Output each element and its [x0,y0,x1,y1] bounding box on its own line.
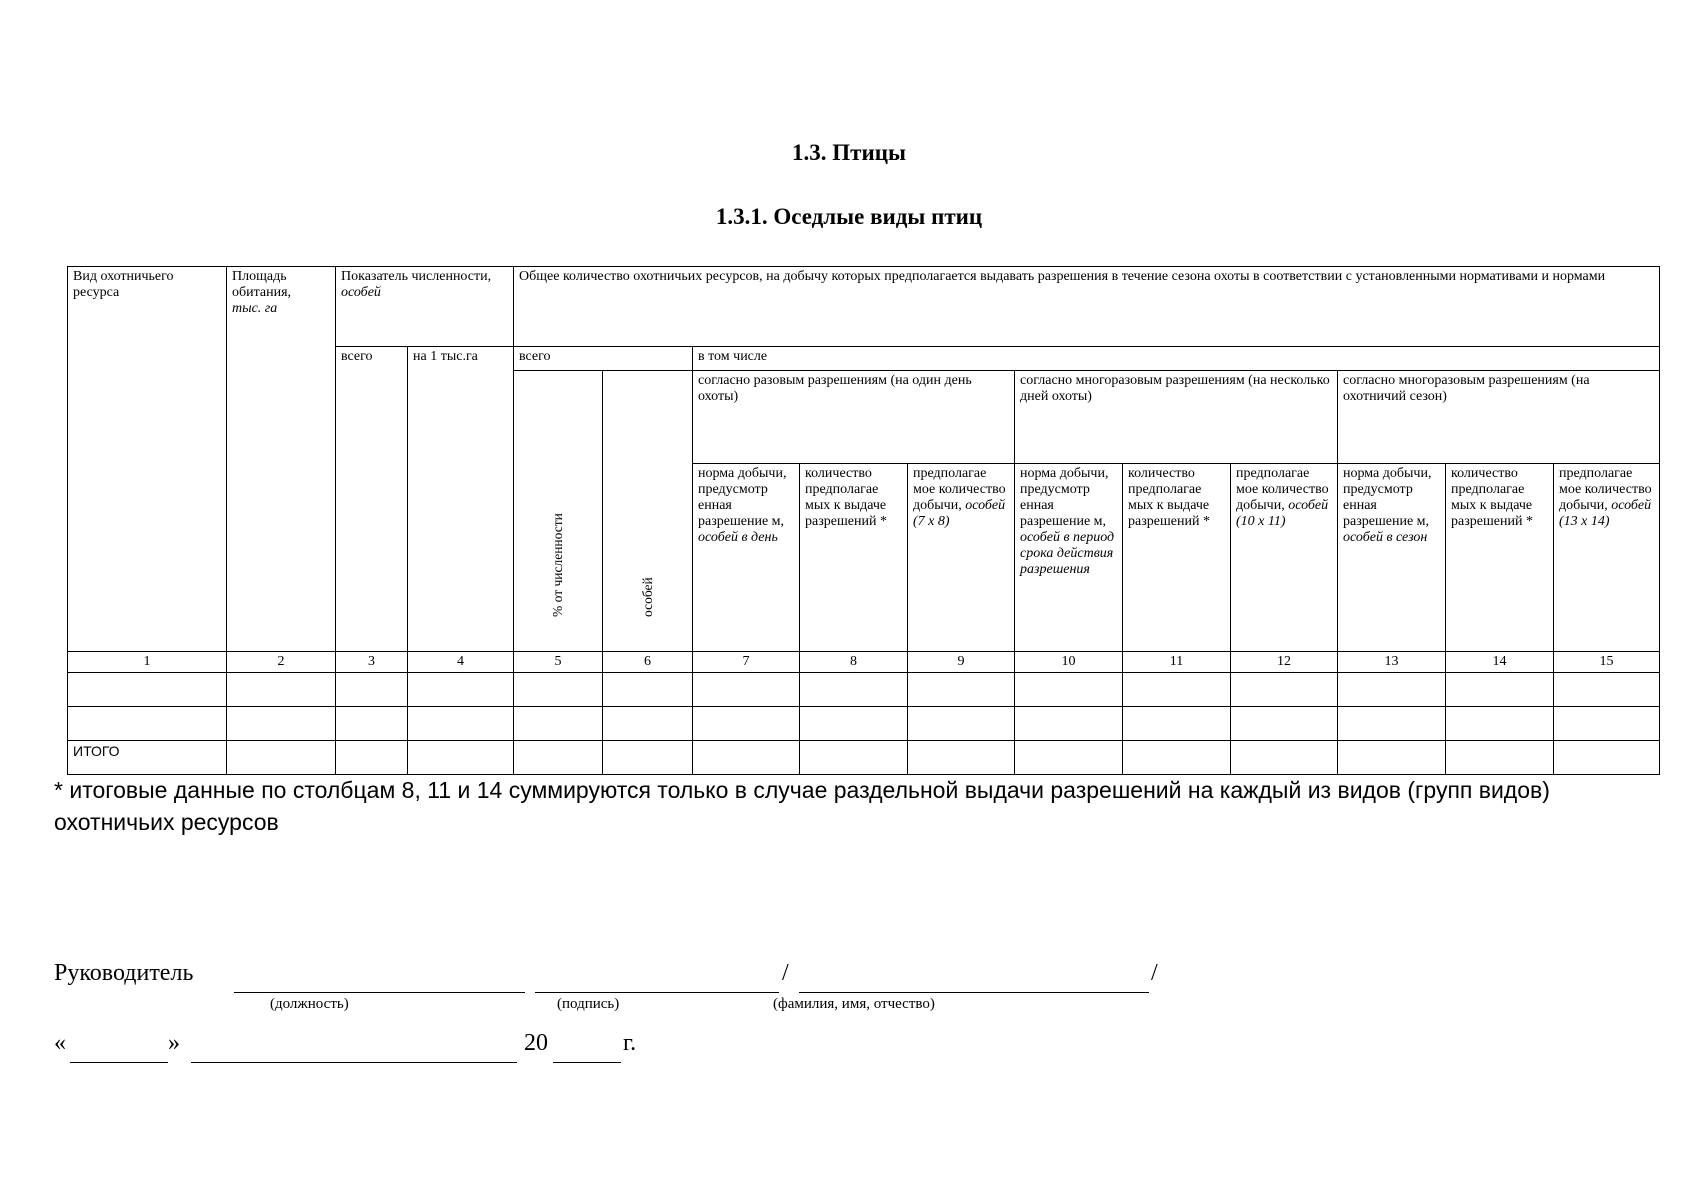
table-cell[interactable] [800,673,908,707]
month-line[interactable] [191,1038,517,1063]
header-area-text: Площадь обитания, [232,269,292,300]
hunting-resources-table [67,266,1660,775]
section-title: 1.3. Птицы [792,140,906,165]
header-col-10 [1015,464,1123,652]
pct-of-population-label: % от численности [550,513,566,617]
col-number: 13 [1338,652,1446,673]
table-cell[interactable] [603,741,693,775]
table-cell[interactable] [408,707,514,741]
table-cell[interactable] [336,741,408,775]
table-cell[interactable] [1123,741,1231,775]
table-cell[interactable] [1231,673,1338,707]
table-cell[interactable] [408,673,514,707]
header-including: в том числе [693,347,1660,371]
col-number: 5 [514,652,603,673]
header-group-multi-days: согласно многоразовым разрешениям (на несколько дней охоты) [1015,371,1338,464]
table-cell[interactable] [336,707,408,741]
col13-text: норма добычи, предусмотр енная разрешение м, [1343,466,1432,529]
total-row [68,741,1660,775]
day-line[interactable] [70,1038,168,1063]
col12-unit: особей (10 х 11) [1236,498,1329,529]
table-cell[interactable] [908,707,1015,741]
table-cell[interactable] [1338,741,1446,775]
col-number: 12 [1231,652,1338,673]
table-cell[interactable] [227,673,336,707]
header-group-single: согласно разовым разрешениям (на один день охоты) [693,371,1015,464]
column-number-row [68,652,1660,673]
table-cell[interactable] [1231,707,1338,741]
header-species [68,267,227,652]
table-cell[interactable] [908,673,1015,707]
col-number: 7 [693,652,800,673]
subsection-title: 1.3.1. Оседлые виды птиц [715,204,983,229]
table-cell[interactable] [693,673,800,707]
col-number: 6 [603,652,693,673]
table-cell[interactable] [1123,673,1231,707]
quote-open: « [54,1030,66,1056]
year-line[interactable] [553,1038,621,1063]
slash-left: / [782,960,789,986]
col12-text: предполагае мое количество добычи, [1236,466,1329,513]
table-cell[interactable] [908,741,1015,775]
year-suffix: г. [623,1030,637,1056]
position-line[interactable] [234,968,525,993]
header-population-text: Показатель численности, [341,269,492,284]
table-cell[interactable] [68,673,227,707]
col10-text: норма добычи, предусмотр енная разрешение м, [1020,466,1109,529]
table-row [68,707,1660,741]
header-col-14: количество предполагае мых к выдаче разрешений * [1446,464,1554,652]
table-cell[interactable] [1015,673,1123,707]
col-number: 15 [1554,652,1660,673]
header-quota-total: всего [514,347,693,371]
table-cell[interactable] [227,741,336,775]
header-pop-per-1000: на 1 тыс.га [408,347,514,652]
col-number: 2 [227,652,336,673]
header-area [227,267,336,652]
col9-text: предполагае мое количество добычи, [913,466,1006,513]
col-number: 9 [908,652,1015,673]
table-cell[interactable] [514,707,603,741]
table-cell[interactable] [1338,707,1446,741]
col15-text: предполагае мое количество добычи, [1559,466,1652,513]
table-cell[interactable] [514,741,603,775]
col-number: 11 [1123,652,1231,673]
position-caption: (должность) [270,996,349,1012]
col7-unit: особей в день [698,530,778,545]
table-cell[interactable] [603,707,693,741]
col-number: 3 [336,652,408,673]
header-pct-of-population [514,371,603,652]
col-number: 10 [1015,652,1123,673]
table-cell[interactable] [693,707,800,741]
table-cell[interactable] [1231,741,1338,775]
signature-caption: (подпись) [557,996,620,1012]
col-number: 1 [68,652,227,673]
table-cell[interactable] [514,673,603,707]
table-cell[interactable] [800,707,908,741]
col-number: 14 [1446,652,1554,673]
header-population [336,267,514,347]
table-cell[interactable] [408,741,514,775]
header-row-1 [68,267,1660,347]
header-pop-total: всего [336,347,408,652]
header-col-13 [1338,464,1446,652]
table-cell[interactable] [800,741,908,775]
signature-line[interactable] [535,968,779,993]
header-col-9 [908,464,1015,652]
table-row [68,673,1660,707]
quote-close: » [168,1030,180,1056]
slash-right: / [1151,960,1158,986]
table-cell[interactable] [1554,741,1660,775]
col9-unit: особей (7 х 8) [913,498,1006,529]
table-cell[interactable] [1015,707,1123,741]
col-number: 4 [408,652,514,673]
header-col-8: количество предполагае мых к выдаче разрешений * [800,464,908,652]
header-total-quota: Общее количество охотничьих ресурсов, на добычу которых предполагается выдавать разрешения в течение сезона охоты в соответствии с установленными нормативами и нормами [514,267,1660,347]
col-number: 8 [800,652,908,673]
footnote: * итоговые данные по столбцам 8, 11 и 14 суммируются только в случае раздельной выдачи разрешений на каждый из видов (групп видов) охотничьих ресурсов [54,777,1550,835]
table-cell[interactable] [693,741,800,775]
year-prefix: 20 [524,1030,548,1056]
col13-unit: особей в сезон [1343,530,1428,545]
table-cell[interactable] [1446,741,1554,775]
table-cell[interactable] [227,707,336,741]
name-caption: (фамилия, имя, отчество) [773,996,935,1012]
col7-text: норма добычи, предусмотр енная разрешение м, [698,466,787,529]
table-cell[interactable] [68,707,227,741]
header-group-season: согласно многоразовым разрешениям (на охотничий сезон) [1338,371,1660,464]
table-cell[interactable] [1123,707,1231,741]
table-cell[interactable] [1554,707,1660,741]
header-individuals [603,371,693,652]
table-cell[interactable] [1446,673,1554,707]
header-species-text: Вид охотничьего ресурса [73,269,174,300]
table-cell[interactable] [336,673,408,707]
header-population-unit: особей [341,285,381,300]
header-col-15 [1554,464,1660,652]
individuals-label: особей [639,577,655,617]
table-cell[interactable] [1338,673,1446,707]
col10-unit: особей в период срока действия разрешения [1020,530,1115,577]
header-col-12 [1231,464,1338,652]
table-cell[interactable] [1554,673,1660,707]
full-name-line[interactable] [799,968,1149,993]
col15-unit: особей (13 х 14) [1559,498,1652,529]
header-col-11: количество предполагае мых к выдаче разрешений * [1123,464,1231,652]
header-area-unit: тыс. га [232,301,278,316]
total-row-label: ИТОГО [68,741,227,775]
table-cell[interactable] [603,673,693,707]
head-label: Руководитель [54,960,194,986]
header-col-7 [693,464,800,652]
table-cell[interactable] [1015,741,1123,775]
table-cell[interactable] [1446,707,1554,741]
